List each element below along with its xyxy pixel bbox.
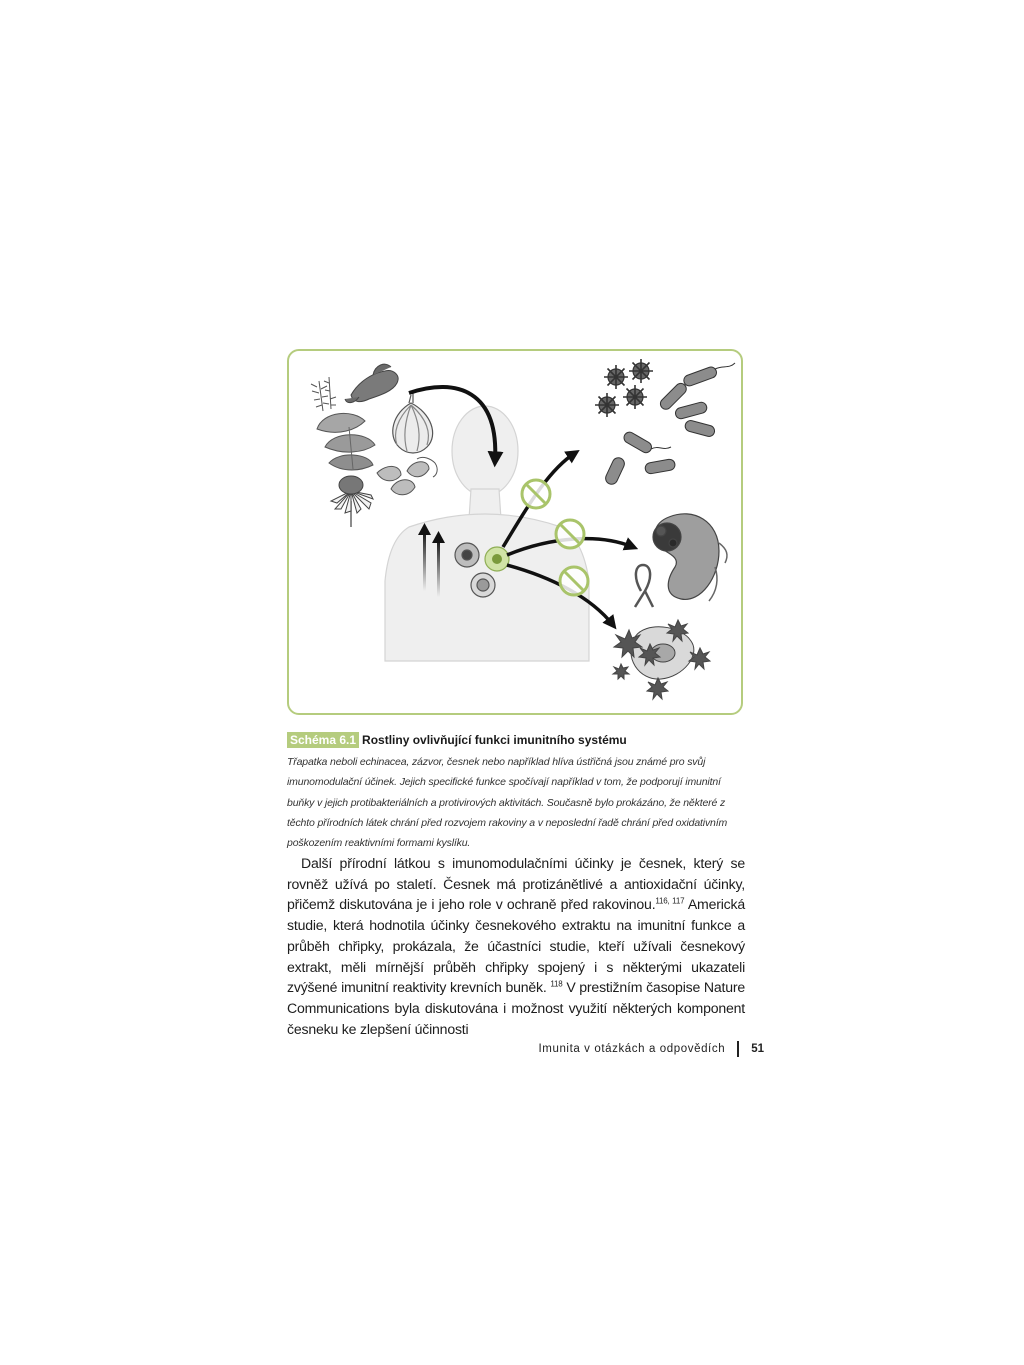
echinacea-flower-icon xyxy=(331,476,373,527)
citation-118: 118 xyxy=(550,979,563,989)
herbs-icon xyxy=(311,377,336,411)
footer-divider xyxy=(737,1041,739,1057)
page-number: 51 xyxy=(751,1043,764,1055)
damaged-cell-icon xyxy=(613,620,710,699)
caption-heading xyxy=(287,732,747,748)
bacteria-icon xyxy=(604,363,735,486)
garlic-icon xyxy=(393,393,433,453)
book-title: Imunita v otázkách a odpovědích xyxy=(538,1043,726,1055)
page-footer xyxy=(538,1041,764,1057)
oyster-mushroom-icon xyxy=(317,413,375,470)
body-text-part-2: Americká studie, která hodnotila účinky česnekového extraktu na imunitní funkce a průběh chřipky, prokázala, že účastníci studie, kteří užívali česnekový extrakt, měli mírnější průběh chřipky spojený i s některými ukazateli zvýšené imunitní reaktivity krevních buněk. xyxy=(287,896,745,996)
ginger-icon xyxy=(345,364,398,402)
body-text-part-1: Další přírodní látkou s imunomodulačními účinky je česnek, který se rovněž užívá po staletí. Česnek má protizánětlivé a antioxidační účinky, přičemž diskutována je i jeho role v ochraně před rakovinou. xyxy=(287,855,745,913)
citation-116-117: 116, 117 xyxy=(655,896,685,906)
kidney-tumor-icon xyxy=(653,514,727,601)
body-paragraph xyxy=(287,853,745,1039)
mint-leaves-icon xyxy=(377,457,437,494)
figure-label: Schéma 6.1 xyxy=(287,732,359,748)
immune-plants-illustration xyxy=(289,351,741,713)
figure-caption xyxy=(287,732,747,853)
body-text-part-3: V prestižním časopise Nature Communications byla diskutována i možnost využití některých komponent česneku ke zlepšení účinnosti xyxy=(287,979,745,1037)
figure-title: Rostliny ovlivňující funkci imunitního systému xyxy=(362,733,627,747)
figure-frame xyxy=(287,349,743,715)
awareness-ribbon-icon xyxy=(635,565,653,607)
virus-icon xyxy=(595,359,653,417)
caption-text: Třapatka neboli echinacea, zázvor, česnek nebo například hlíva ústřičná jsou známé pro svůj imunomodulační účinek. Jejich specifické funkce spočívají například v tom, že podporují imunitní buňky v jejich protibakteriálních a protivirových aktivitách. Současně bylo prokázáno, že některé z těchto přírodních látek chrání před rozvojem rakoviny a v neposlední řadě chrání před oxidativním poškozením reaktivními formami kyslíku. xyxy=(287,756,728,850)
